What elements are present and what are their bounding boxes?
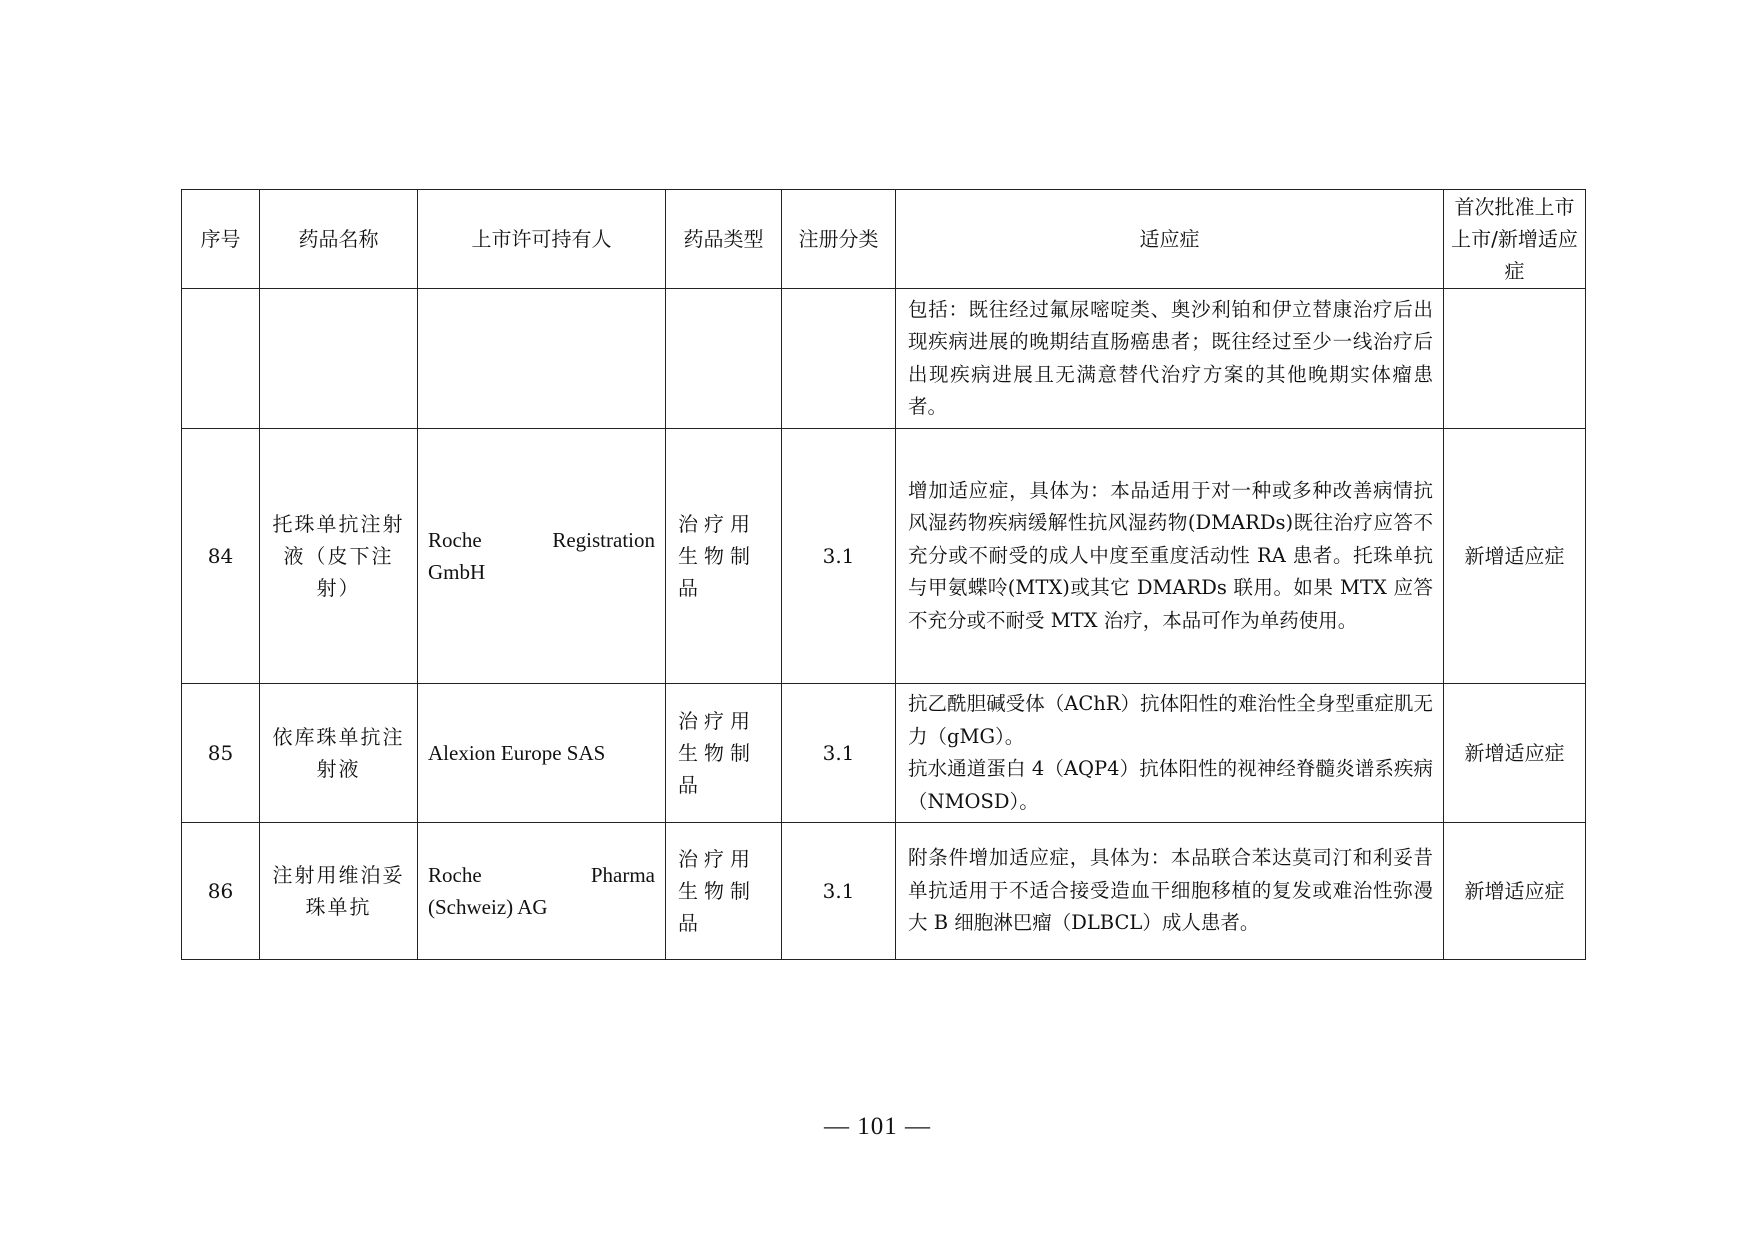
cell-approval: 新增适应症	[1444, 429, 1586, 684]
holder-line: (Schweiz) AG	[428, 895, 548, 919]
holder-line	[428, 859, 655, 891]
cell-indication: 附条件增加适应症，具体为：本品联合苯达莫司汀和利妥昔单抗适用于不适合接受造血干细胞移植的复发或难治性弥漫大 B 细胞淋巴瘤（DLBCL）成人患者。	[896, 823, 1444, 960]
cell-drug-name: 依库珠单抗注射液	[260, 684, 418, 823]
cell-drug-name	[260, 289, 418, 429]
cell-indication	[896, 684, 1444, 823]
table-header-row	[182, 190, 1586, 289]
cell-reg-class: 3.1	[782, 429, 896, 684]
holder-line: GmbH	[428, 560, 486, 584]
header-indication: 适应症	[896, 190, 1444, 289]
indication-paragraph: 抗乙酰胆碱受体（AChR）抗体阳性的难治性全身型重症肌无力（gMG）。	[908, 692, 1433, 748]
cell-holder	[418, 289, 666, 429]
table-row-continuation	[182, 289, 1586, 429]
cell-drug-type	[666, 289, 782, 429]
cell-approval	[1444, 289, 1586, 429]
cell-approval: 新增适应症	[1444, 823, 1586, 960]
cell-drug-type: 治疗用生物制品	[666, 823, 782, 960]
cell-seq: 84	[182, 429, 260, 684]
cell-approval: 新增适应症	[1444, 684, 1586, 823]
holder-word: Pharma	[590, 863, 655, 887]
table-row	[182, 429, 1586, 684]
cell-drug-type: 治疗用生物制品	[666, 429, 782, 684]
cell-reg-class	[782, 289, 896, 429]
cell-seq	[182, 289, 260, 429]
cell-seq: 85	[182, 684, 260, 823]
header-reg-class: 注册分类	[782, 190, 896, 289]
header-approval: 首次批准上市上市/新增适应症	[1444, 190, 1586, 289]
drug-approval-table	[181, 189, 1586, 960]
table-row	[182, 684, 1586, 823]
header-seq: 序号	[182, 190, 260, 289]
holder-word: Roche	[428, 863, 482, 887]
cell-holder: Alexion Europe SAS	[418, 684, 666, 823]
cell-drug-type: 治疗用生物制品	[666, 684, 782, 823]
header-drug-type: 药品类型	[666, 190, 782, 289]
page-number: — 101 —	[824, 1113, 931, 1140]
cell-holder	[418, 823, 666, 960]
header-holder: 上市许可持有人	[418, 190, 666, 289]
holder-line	[428, 524, 655, 556]
cell-reg-class: 3.1	[782, 823, 896, 960]
cell-holder	[418, 429, 666, 684]
indication-paragraph: 抗水通道蛋白 4（AQP4）抗体阳性的视神经脊髓炎谱系疾病（NMOSD）。	[908, 757, 1433, 813]
cell-indication: 增加适应症，具体为：本品适用于对一种或多种改善病情抗风湿药物疾病缓解性抗风湿药物(DMARDs)既往治疗应答不充分或不耐受的成人中度至重度活动性 RA 患者。托珠单抗与甲氨蝶呤(MTX)或其它 DMARDs 联用。如果 MTX 应答不充分或不耐受 MTX 治疗，本品可作为单药使用。	[896, 429, 1444, 684]
holder-word: Roche	[428, 528, 482, 552]
holder-word: Registration	[552, 528, 655, 552]
cell-drug-name: 托珠单抗注射液（皮下注射）	[260, 429, 418, 684]
table-row	[182, 823, 1586, 960]
header-drug-name: 药品名称	[260, 190, 418, 289]
cell-seq: 86	[182, 823, 260, 960]
cell-indication: 包括：既往经过氟尿嘧啶类、奥沙利铂和伊立替康治疗后出现疾病进展的晚期结直肠癌患者；既往经过至少一线治疗后出现疾病进展且无满意替代治疗方案的其他晚期实体瘤患者。	[896, 289, 1444, 429]
cell-reg-class: 3.1	[782, 684, 896, 823]
cell-drug-name: 注射用维泊妥珠单抗	[260, 823, 418, 960]
